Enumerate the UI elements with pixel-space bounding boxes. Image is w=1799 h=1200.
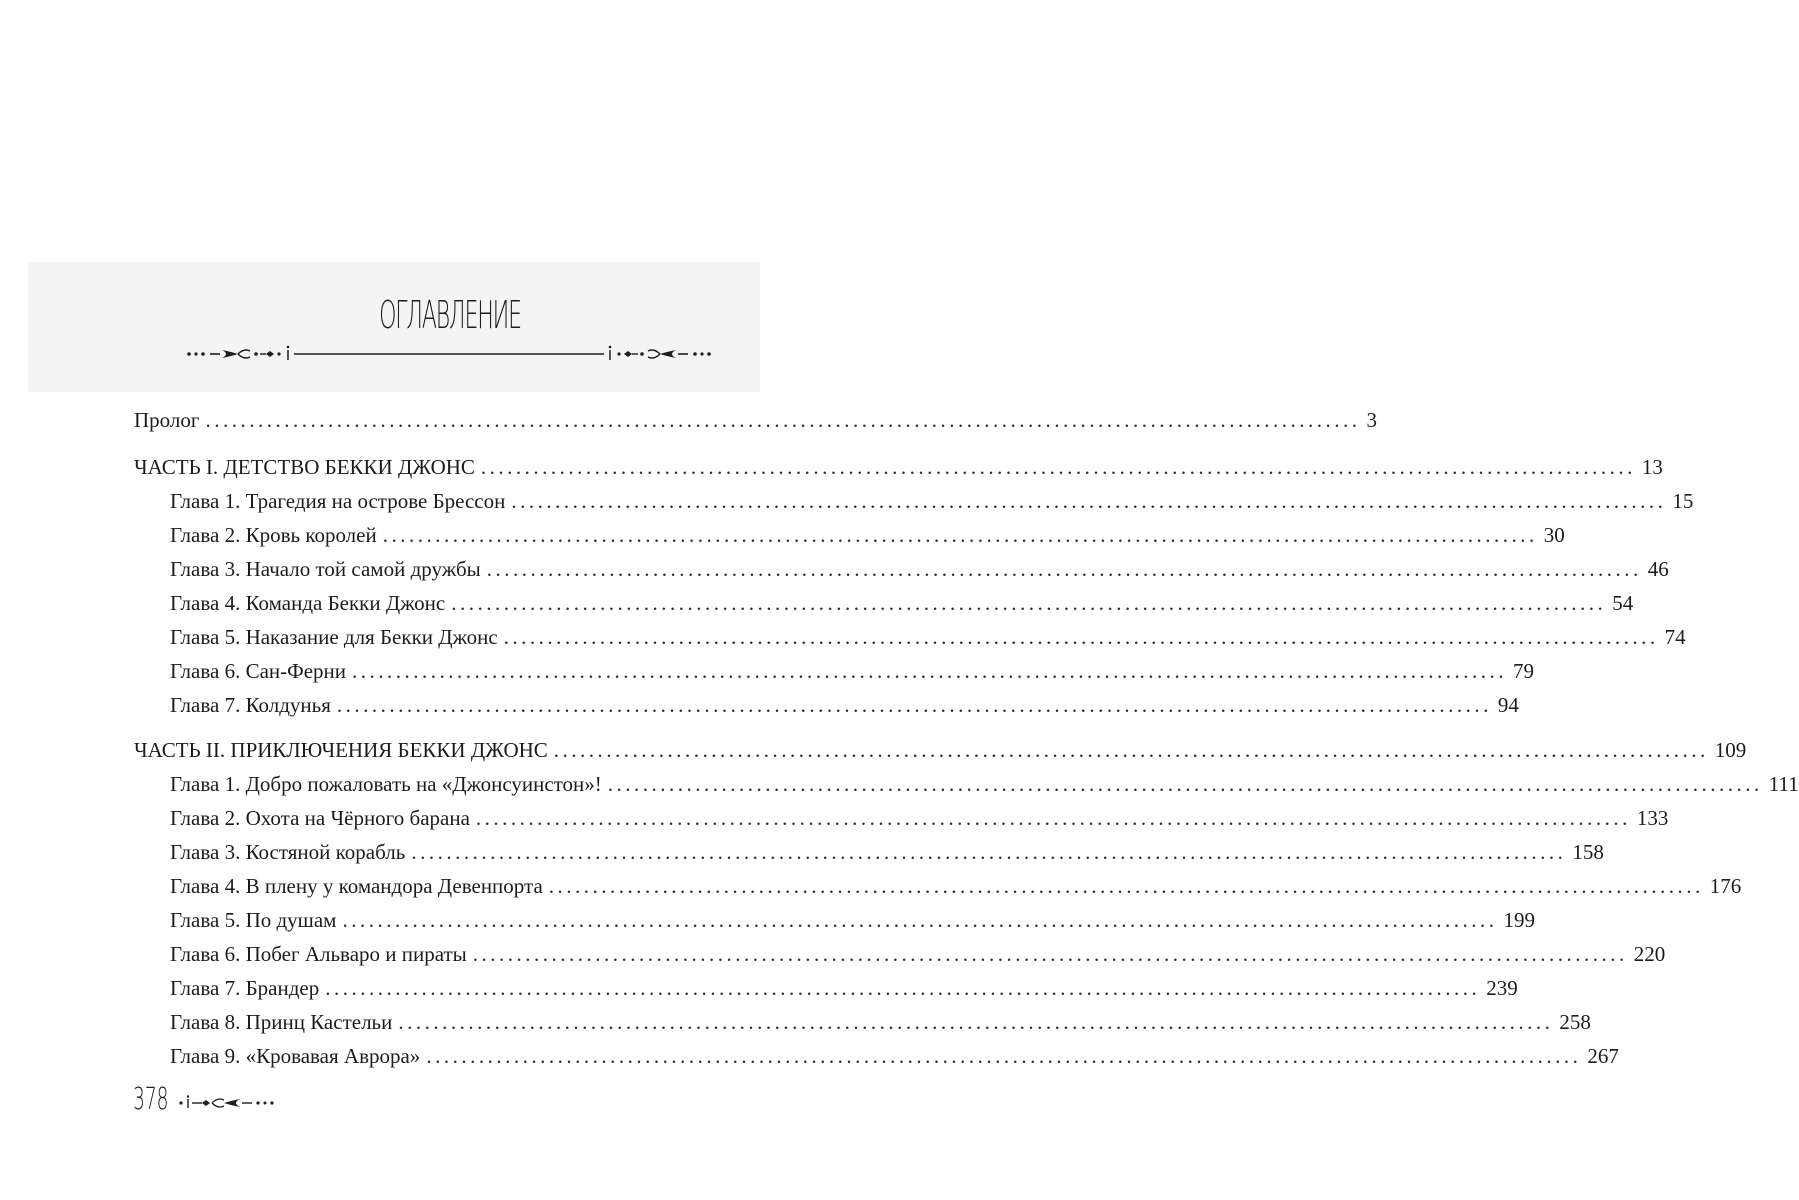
- leader-dots: ....................................................................................................................................: [205, 408, 1361, 432]
- leader-dots: ....................................................................................................................................: [486, 557, 1642, 581]
- toc-entry-chapter[interactable]: [170, 975, 1518, 1001]
- toc-entry-label: Глава 6. Сан-Ферни: [170, 659, 347, 683]
- toc-entry-page: 74: [1664, 625, 1686, 649]
- toc-entry-label: Глава 6. Побег Альваро и пираты: [170, 942, 467, 966]
- toc-entry-page: 239: [1486, 976, 1518, 1000]
- toc-entry-chapter[interactable]: [170, 590, 1634, 616]
- toc-entry-page: 94: [1497, 693, 1519, 717]
- toc-entry-chapter[interactable]: [170, 873, 1742, 899]
- leader-dots: ....................................................................................................................................: [411, 840, 1567, 864]
- toc-entry-page: 258: [1559, 1010, 1591, 1034]
- toc-entry-part[interactable]: [134, 454, 1663, 480]
- leader-dots: ....................................................................................................................................: [426, 1044, 1582, 1068]
- toc-entry-label: Глава 4. В плену у командора Девенпорта: [170, 874, 543, 898]
- toc-entry-label: Пролог: [134, 408, 200, 432]
- leader-dots: ....................................................................................................................................: [451, 591, 1607, 615]
- toc-entry-chapter[interactable]: [170, 488, 1694, 514]
- toc-entry-chapter[interactable]: [170, 522, 1565, 548]
- toc-entry-part[interactable]: [134, 737, 1747, 763]
- toc-entry-chapter[interactable]: [170, 556, 1669, 582]
- toc-entry-chapter[interactable]: [170, 1043, 1619, 1069]
- toc-entry-label: ЧАСТЬ I. ДЕТСТВО БЕККИ ДЖОНС: [134, 455, 475, 479]
- toc-entry-page: 54: [1612, 591, 1634, 615]
- toc-entry-label: Глава 8. Принц Кастельи: [170, 1010, 393, 1034]
- leader-dots: ....................................................................................................................................: [336, 693, 1492, 717]
- toc-entry-chapter[interactable]: [170, 692, 1519, 718]
- toc-entry-page: 15: [1672, 489, 1694, 513]
- leader-dots: ....................................................................................................................................: [342, 908, 1498, 932]
- leader-dots: ....................................................................................................................................: [475, 806, 1631, 830]
- toc-entry-label: Глава 7. Колдунья: [170, 693, 331, 717]
- leader-dots: ....................................................................................................................................: [607, 772, 1763, 796]
- toc-entry-chapter[interactable]: [170, 658, 1535, 684]
- toc-entry-label: Глава 7. Брандер: [170, 976, 320, 1000]
- toc-entry-page: 267: [1587, 1044, 1619, 1068]
- toc-entry-page: 176: [1709, 874, 1742, 898]
- leader-dots: ....................................................................................................................................: [382, 523, 1538, 547]
- toc-entry-page: 199: [1503, 908, 1535, 932]
- leader-dots: ....................................................................................................................................: [503, 625, 1659, 649]
- toc-entry-page: 13: [1641, 455, 1663, 479]
- leader-dots: ....................................................................................................................................: [553, 738, 1709, 762]
- toc-entry-page: 3: [1366, 408, 1377, 432]
- toc-entry-label: Глава 1. Трагедия на острове Брессон: [170, 489, 506, 513]
- leader-dots: ....................................................................................................................................: [325, 976, 1481, 1000]
- toc-entry-page: 79: [1513, 659, 1535, 683]
- toc-entry-chapter[interactable]: [170, 941, 1666, 967]
- leader-dots: ....................................................................................................................................: [480, 455, 1636, 479]
- scroll-flourish-icon: [178, 1094, 278, 1112]
- leader-dots: ....................................................................................................................................: [472, 942, 1628, 966]
- toc-entry-label: Глава 5. По душам: [170, 908, 337, 932]
- leader-dots: ....................................................................................................................................: [398, 1010, 1554, 1034]
- toc-entry-label: Глава 1. Добро пожаловать на «Джонсуинстон»!: [170, 772, 602, 796]
- toc-entry-label: Глава 3. Начало той самой дружбы: [170, 557, 481, 581]
- page-number: 378: [133, 1082, 169, 1117]
- leader-dots: ....................................................................................................................................: [548, 874, 1704, 898]
- page-title: ОГЛАВЛЕНИЕ: [379, 293, 521, 337]
- toc-entry-page: 220: [1633, 942, 1666, 966]
- toc-entry-chapter[interactable]: [170, 907, 1535, 933]
- scroll-divider-icon: [186, 344, 712, 364]
- toc-entry-chapter[interactable]: [170, 771, 1799, 797]
- leader-dots: ....................................................................................................................................: [352, 659, 1508, 683]
- toc-entry-page: 46: [1647, 557, 1669, 581]
- toc-entry-page: 30: [1543, 523, 1565, 547]
- toc-entry-chapter[interactable]: [170, 624, 1686, 650]
- toc-entry-chapter[interactable]: [170, 839, 1604, 865]
- toc-entry-label: Глава 2. Охота на Чёрного барана: [170, 806, 470, 830]
- toc-entry-page: 111: [1768, 772, 1799, 796]
- toc-entry-label: Глава 5. Наказание для Бекки Джонс: [170, 625, 498, 649]
- toc-entry-page: 109: [1714, 738, 1747, 762]
- toc-entry-label: ЧАСТЬ II. ПРИКЛЮЧЕНИЯ БЕККИ ДЖОНС: [134, 738, 548, 762]
- toc-entry-chapter[interactable]: [170, 805, 1669, 831]
- toc-entry-label: Глава 3. Костяной корабль: [170, 840, 406, 864]
- leader-dots: ....................................................................................................................................: [511, 489, 1667, 513]
- toc-entry-chapter[interactable]: [170, 1009, 1591, 1035]
- toc-entry-label: Глава 2. Кровь королей: [170, 523, 377, 547]
- toc-entry-page: 158: [1572, 840, 1604, 864]
- toc-entry-label: Глава 4. Команда Бекки Джонс: [170, 591, 446, 615]
- toc-entry-page: 133: [1636, 806, 1669, 830]
- toc-entry-prologue[interactable]: [134, 407, 1377, 433]
- toc-entry-label: Глава 9. «Кровавая Аврора»: [170, 1044, 421, 1068]
